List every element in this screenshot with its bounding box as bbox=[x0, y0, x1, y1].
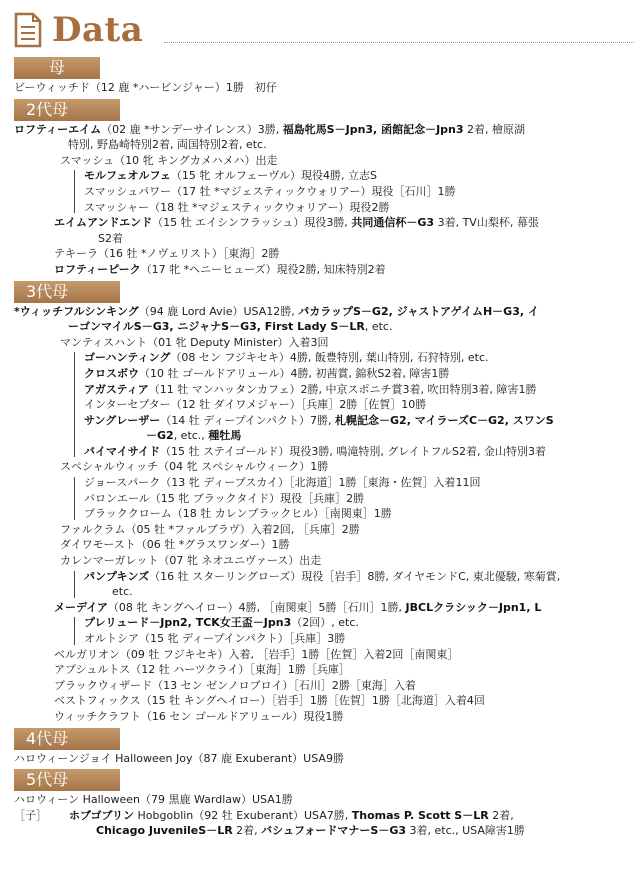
offspring-line: スマッシュパワー（17 牡 *マジェスティックウォリアー）現役［石川］1勝 bbox=[84, 184, 456, 198]
offspring-line bbox=[14, 168, 634, 184]
offspring-line: ウィッチクラフト（16 セン ゴールドアリュール）現役1勝 bbox=[54, 709, 344, 723]
offspring-group bbox=[14, 168, 634, 215]
gen3-main-cont bbox=[14, 319, 634, 335]
horse-name: パンプキンズ bbox=[84, 569, 150, 583]
horse-name: ロフティーエイム bbox=[14, 122, 102, 136]
record-text: （15 牡 ステイゴールド）現役3勝, 鳴滝特別, グレイトフルS2着, 金山特別3着 bbox=[160, 444, 546, 458]
record-text: （15 牝 オルフェーヴル）現役4勝, 立志S bbox=[170, 169, 377, 183]
record-text: （16 牡 スターリングローズ）現役［岩手］8勝, ダイヤモンドC, 東北優駿, 寒菊賞, bbox=[149, 569, 561, 583]
record-text: 3着, etc., USA障害1勝 bbox=[406, 824, 525, 838]
section-label-gen4: 4代母 bbox=[14, 728, 120, 750]
offspring-cont: etc. bbox=[112, 585, 133, 599]
record-text: （10 牡 ゴールドアリュール）4勝, 初茜賞, 錦秋S2着, 障害1勝 bbox=[139, 366, 450, 380]
offspring-line: マンティスハント（01 牝 Deputy Minister）入着3回 bbox=[60, 335, 329, 349]
record-text: 2着, bbox=[232, 824, 262, 838]
horse-name: モルフェオルフェ bbox=[84, 169, 171, 183]
offspring-line: ベルガリオン（09 牡 フジキセキ）入着, ［岩手］1勝［佐賀］入着2回［南関東］ bbox=[54, 647, 459, 661]
horse-name: ロフティーピーク bbox=[54, 262, 141, 276]
dam-line: ビーウィッチド（12 鹿 *ハービンジャー）1勝 初仔 bbox=[14, 81, 277, 94]
offspring-line bbox=[14, 215, 634, 231]
offspring-line: インターセプター（12 牡 ダイワメジャー）［兵庫］2勝［佐賀］10勝 bbox=[84, 398, 427, 412]
offspring-line: バロンエール（15 牝 ブラックタイド）現役［兵庫］2勝 bbox=[84, 491, 365, 505]
offspring-cont: S2着 bbox=[98, 231, 123, 245]
race-wins: 福島牝馬S－Jpn3, 函館記念－Jpn3 bbox=[282, 122, 464, 136]
horse-name: エイムアンドエンド bbox=[54, 216, 153, 230]
offspring-group bbox=[14, 475, 634, 522]
record-text: （94 鹿 Lord Avie）USA12勝, bbox=[138, 304, 299, 318]
offspring-line bbox=[14, 382, 634, 398]
record-text: （02 鹿 *サンデーサイレンス）3勝, bbox=[101, 122, 283, 136]
offspring-line bbox=[14, 413, 634, 429]
record-text: Hobgoblin（92 牡 Exuberant）USA7勝, bbox=[134, 808, 352, 822]
title-divider bbox=[164, 42, 634, 43]
race-wins: ーゴンマイルS－G3, ニジャナS－G3, First Lady S－LR bbox=[68, 320, 365, 334]
offspring-line: テキーラ（16 牡 *ノヴェリスト）［東海］2勝 bbox=[54, 247, 280, 261]
offspring-line: ベストフィックス（15 牡 キングヘイロー）［岩手］1勝［佐賀］1勝［北海道］入着4回 bbox=[54, 694, 485, 708]
stallion-note: 種牡馬 bbox=[208, 429, 242, 443]
offspring-line: カレンマーガレット（07 牝 ネオユニヴァース）出走 bbox=[60, 554, 322, 568]
record-text: （11 牡 マンハッタンカフェ）2勝, 中京スポニチ賞3着, 吹田特別3着, 障害1勝 bbox=[148, 382, 537, 396]
offspring-line bbox=[14, 600, 634, 616]
section-label-gen3: 3代母 bbox=[14, 281, 120, 303]
offspring-line: ダイワモースト（06 牡 *グラスワンダー）1勝 bbox=[60, 538, 290, 552]
offspring-line bbox=[14, 366, 634, 382]
record-text: （2回）, etc. bbox=[291, 616, 359, 630]
horse-name: ホブゴブリン bbox=[69, 808, 135, 822]
offspring-line: アプシュルトス（12 牡 ハーツクライ）［東海］1勝［兵庫］ bbox=[54, 663, 350, 677]
offspring-line: ファルクラム（05 牡 *ファルブラヴ）入着2回, ［兵庫］2勝 bbox=[60, 522, 360, 536]
record-text: （14 牡 ディープインパクト）7勝, bbox=[160, 413, 336, 427]
horse-name: *ウィッチフルシンキング bbox=[14, 304, 139, 318]
offspring-line bbox=[14, 444, 634, 460]
gen4-line: ハロウィーンジョイ Halloween Joy（87 鹿 Exuberant）USA9勝 bbox=[14, 751, 344, 765]
record-text: , etc., bbox=[173, 429, 209, 443]
document-icon bbox=[14, 12, 42, 48]
offspring-group bbox=[14, 350, 634, 459]
race-wins: 札幌記念－G2, マイラーズC－G2, スワンS bbox=[335, 413, 554, 427]
offspring-line: ブラックウィザード（13 セン ゼンノロブロイ）［石川］2勝［東海］入着 bbox=[54, 678, 416, 692]
race-wins: JBCLクラシック－Jpn1, L bbox=[405, 600, 542, 614]
gen5-line: ハロウィーン Halloween（79 黒鹿 Wardlaw）USA1勝 bbox=[14, 793, 293, 807]
record-text: , etc. bbox=[364, 320, 393, 334]
offspring-line bbox=[14, 262, 634, 278]
offspring-line: スマッシャー（18 牡 *マジェスティックウォリアー）現役2勝 bbox=[84, 200, 390, 214]
race-wins: Chicago JuvenileS－LR bbox=[96, 824, 233, 838]
record-text: 2着, 檜原湖 bbox=[463, 122, 526, 136]
child-tag: ［子］ bbox=[14, 808, 47, 822]
offspring-line: ブラッククローム（18 牡 カレンブラックヒル）［南関東］1勝 bbox=[84, 507, 392, 521]
race-wins: プレリュード－Jpn2, TCK女王盃－Jpn3 bbox=[84, 616, 292, 630]
race-wins: Thomas P. Scott S－LR bbox=[351, 808, 489, 822]
offspring-line: オルトシア（15 牝 ディープインパクト）［兵庫］3勝 bbox=[84, 632, 346, 645]
record-text: 3着, TV山梨杯, 幕張 bbox=[434, 216, 539, 230]
gen2-main-cont: 特別, 野島崎特別2着, 両国特別2着, etc. bbox=[68, 138, 267, 152]
gen3-main-line bbox=[14, 304, 634, 320]
offspring-group bbox=[14, 569, 634, 600]
horse-name: アガスティア bbox=[84, 382, 149, 396]
offspring-cont bbox=[14, 428, 634, 444]
record-text: （17 牝 *ヘニーヒューズ）現役2勝, 知床特別2着 bbox=[140, 262, 386, 276]
offspring-group bbox=[14, 615, 634, 646]
pedigree-content bbox=[14, 54, 634, 839]
gen5-child-line bbox=[14, 808, 634, 824]
offspring-cont bbox=[14, 615, 634, 631]
offspring-line: スペシャルウィッチ（04 牝 スペシャルウィーク）1勝 bbox=[60, 460, 329, 474]
horse-name: ゴーハンティング bbox=[84, 351, 171, 365]
race-wins: －G2 bbox=[146, 429, 174, 443]
record-text: （08 牝 キングヘイロー）4勝, ［南関東］5勝［石川］1勝, bbox=[107, 600, 406, 614]
offspring-line: スマッシュ（10 牝 キングカメハメハ）出走 bbox=[60, 153, 278, 167]
gen2-main-line bbox=[14, 122, 634, 138]
offspring-line: ジョースパーク（13 牝 ディープスカイ）［北海道］1勝［東海・佐賀］入着11回 bbox=[84, 476, 481, 490]
section-label-dam: 母 bbox=[14, 57, 100, 79]
race-wins: 共同通信杯－G3 bbox=[351, 216, 435, 230]
horse-name: メーデイア bbox=[54, 600, 108, 614]
offspring-line bbox=[14, 350, 634, 366]
race-wins: パカラップS－G2, ジャストアゲイムH－G3, イ bbox=[298, 304, 539, 318]
horse-name: クロスボウ bbox=[84, 366, 139, 380]
record-text: 2着, bbox=[488, 808, 514, 822]
offspring-line bbox=[14, 569, 634, 585]
record-text: （08 セン フジキセキ）4勝, 飯豊特別, 葉山特別, 石狩特別, etc. bbox=[170, 351, 489, 365]
horse-name: バイマイサイド bbox=[84, 444, 161, 458]
section-label-gen5: 5代母 bbox=[14, 769, 120, 791]
race-wins: バシュフォードマナーS－G3 bbox=[261, 824, 407, 838]
section-label-gen2: 2代母 bbox=[14, 99, 120, 121]
header bbox=[14, 8, 634, 52]
horse-name: サングレーザー bbox=[84, 413, 161, 427]
page-title: Data bbox=[52, 10, 144, 50]
record-text: （15 牡 エイシンフラッシュ）現役3勝, bbox=[152, 216, 352, 230]
gen5-child-cont bbox=[14, 823, 634, 839]
